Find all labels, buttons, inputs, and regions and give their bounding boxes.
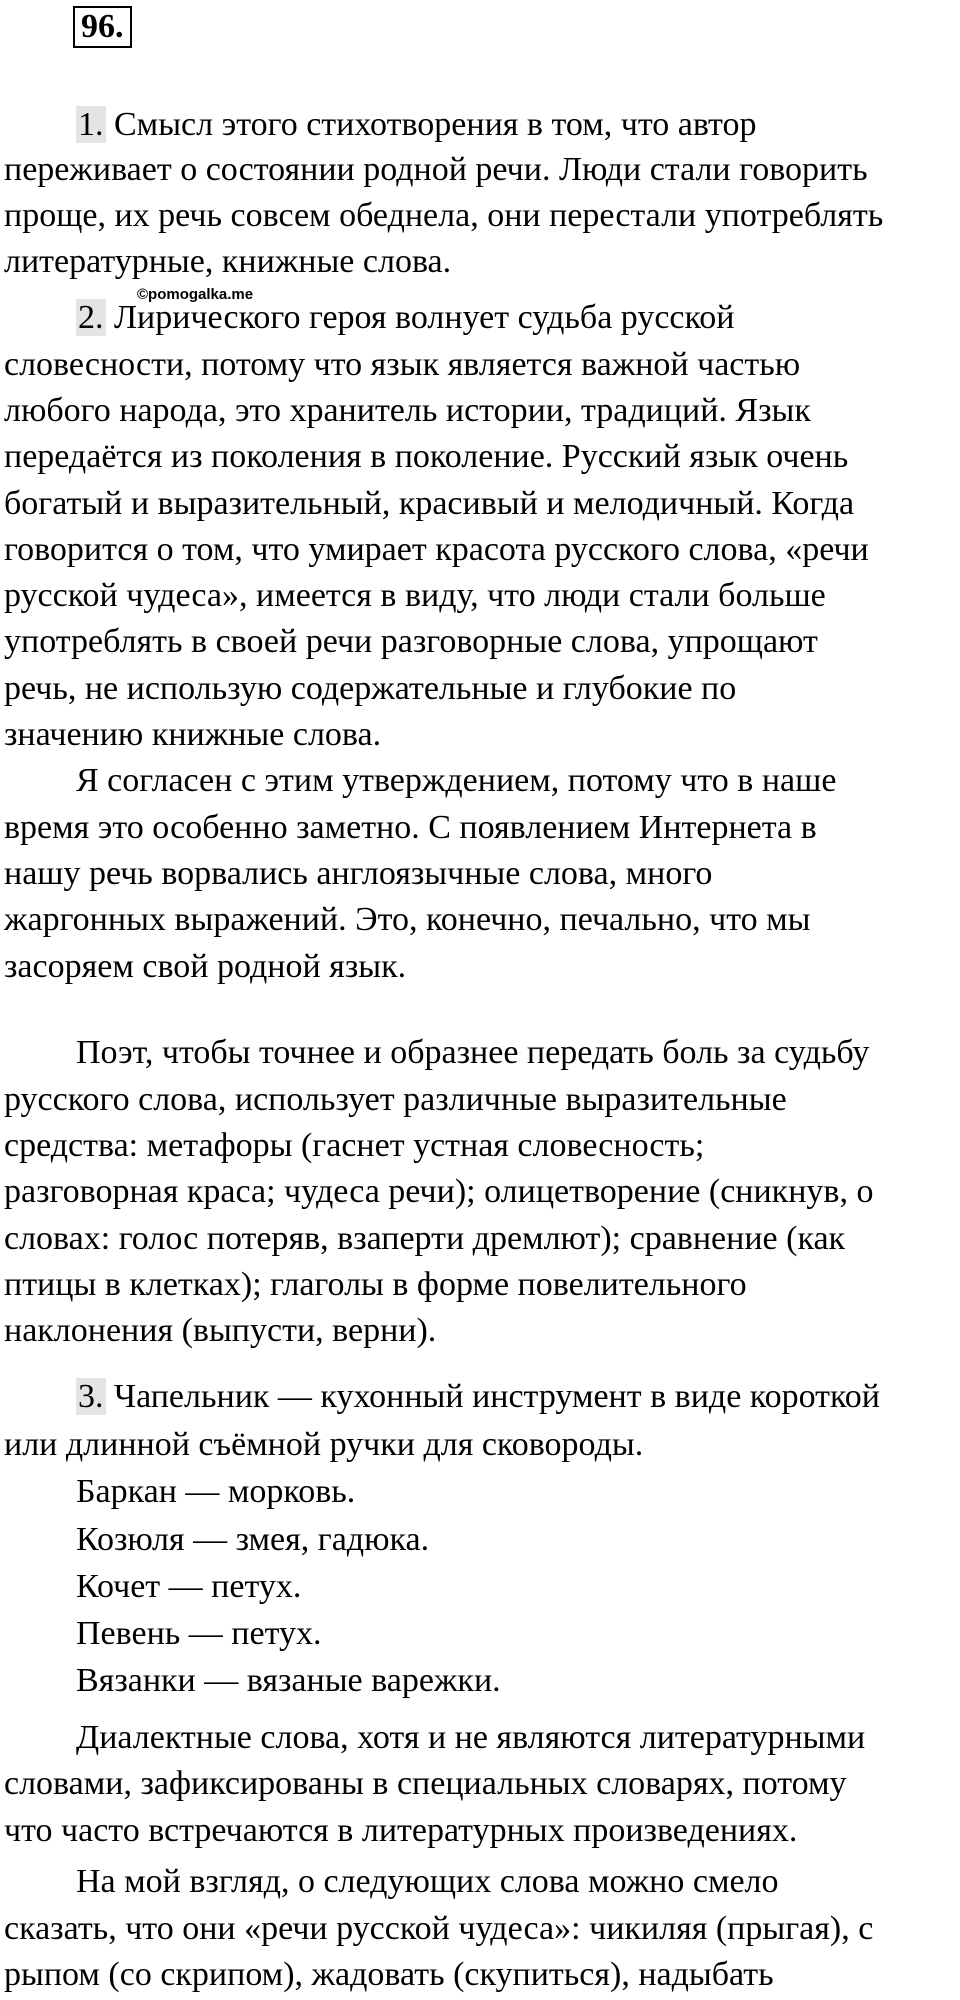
text-line: речь, не использую содержательные и глубокие по [4,670,737,707]
text-line: что часто встречаются в литературных произведениях. [4,1812,798,1849]
text-line: или длинной съёмной ручки для сковороды. [4,1426,644,1463]
text-line: наклонения (выпусти, верни). [4,1312,437,1349]
text-line: Певень — петух. [76,1615,322,1652]
text-line: говорится о том, что умирает красота русского слова, «речи [4,531,869,568]
text-line: Поэт, чтобы точнее и образнее передать боль за судьбу [76,1034,870,1071]
item-number: 1. [78,106,104,143]
text-line: засоряем свой родной язык. [4,948,407,985]
text-line: употреблять в своей речи разговорные слова, упрощают [4,623,818,660]
text-line: русского слова, использует различные выразительные [4,1081,787,1118]
text-line: любого народа, это хранитель истории, традиций. Язык [4,392,811,429]
text-line: значению книжные слова. [4,716,382,753]
text-line: словесности, потому что язык является важной частью [4,346,801,383]
text-line: Вязанки — вязаные варежки. [76,1662,501,1699]
text-line: птицы в клетках); глаголы в форме повелительного [4,1266,747,1303]
text-line: Я согласен с этим утверждением, потому что в наше [76,762,837,799]
text-line: жаргонных выражений. Это, конечно, печально, что мы [4,901,811,938]
text-line: Диалектные слова, хотя и не являются литературными [76,1719,866,1756]
text-line: сказать, что они «речи русской чудеса»: чикиляя (прыгая), с [4,1910,874,1947]
text-line: рыпом (со скрипом), жадовать (скупиться), надыбать [4,1956,774,1993]
watermark: ©pomogalka.me [137,286,254,303]
text-line: нашу речь ворвались англоязычные слова, много [4,855,713,892]
item-number: 3. [78,1378,104,1415]
text-line: разговорная краса; чудеса речи); олицетворение (сникнув, о [4,1173,874,1210]
text-line: 3. Чапельник — кухонный инструмент в виде короткой [78,1378,880,1415]
task-number: 96. [73,6,132,48]
text-line: передаётся из поколения в поколение. Русский язык очень [4,438,849,475]
text-line: переживает о состоянии родной речи. Люди стали говорить [4,151,868,188]
text-line: проще, их речь совсем обеднела, они перестали употреблять [4,197,884,234]
text-line: время это особенно заметно. С появлением Интернета в [4,809,817,846]
text-line: русской чудеса», имеется в виду, что люди стали больше [4,577,826,614]
text-line: словами, зафиксированы в специальных словарях, потому [4,1765,847,1802]
text-line: средства: метафоры (гаснет устная словесность; [4,1127,705,1164]
text-line: литературные, книжные слова. [4,243,452,280]
text-line: На мой взгляд, о следующих слова можно смело [76,1863,779,1900]
text-line: словах: голос потеряв, взаперти дремлют); сравнение (как [4,1220,846,1257]
text-line: Баркан — морковь. [76,1473,356,1510]
text-line: 1. Смысл этого стихотворения в том, что автор [78,106,757,143]
text-line: Кочет — петух. [76,1568,302,1605]
text-line: 2. Лирического героя волнует судьба русской [78,299,735,336]
text-line: Козюля — змея, гадюка. [76,1521,430,1558]
item-number: 2. [78,299,104,336]
text-line: богатый и выразительный, красивый и мелодичный. Когда [4,485,855,522]
